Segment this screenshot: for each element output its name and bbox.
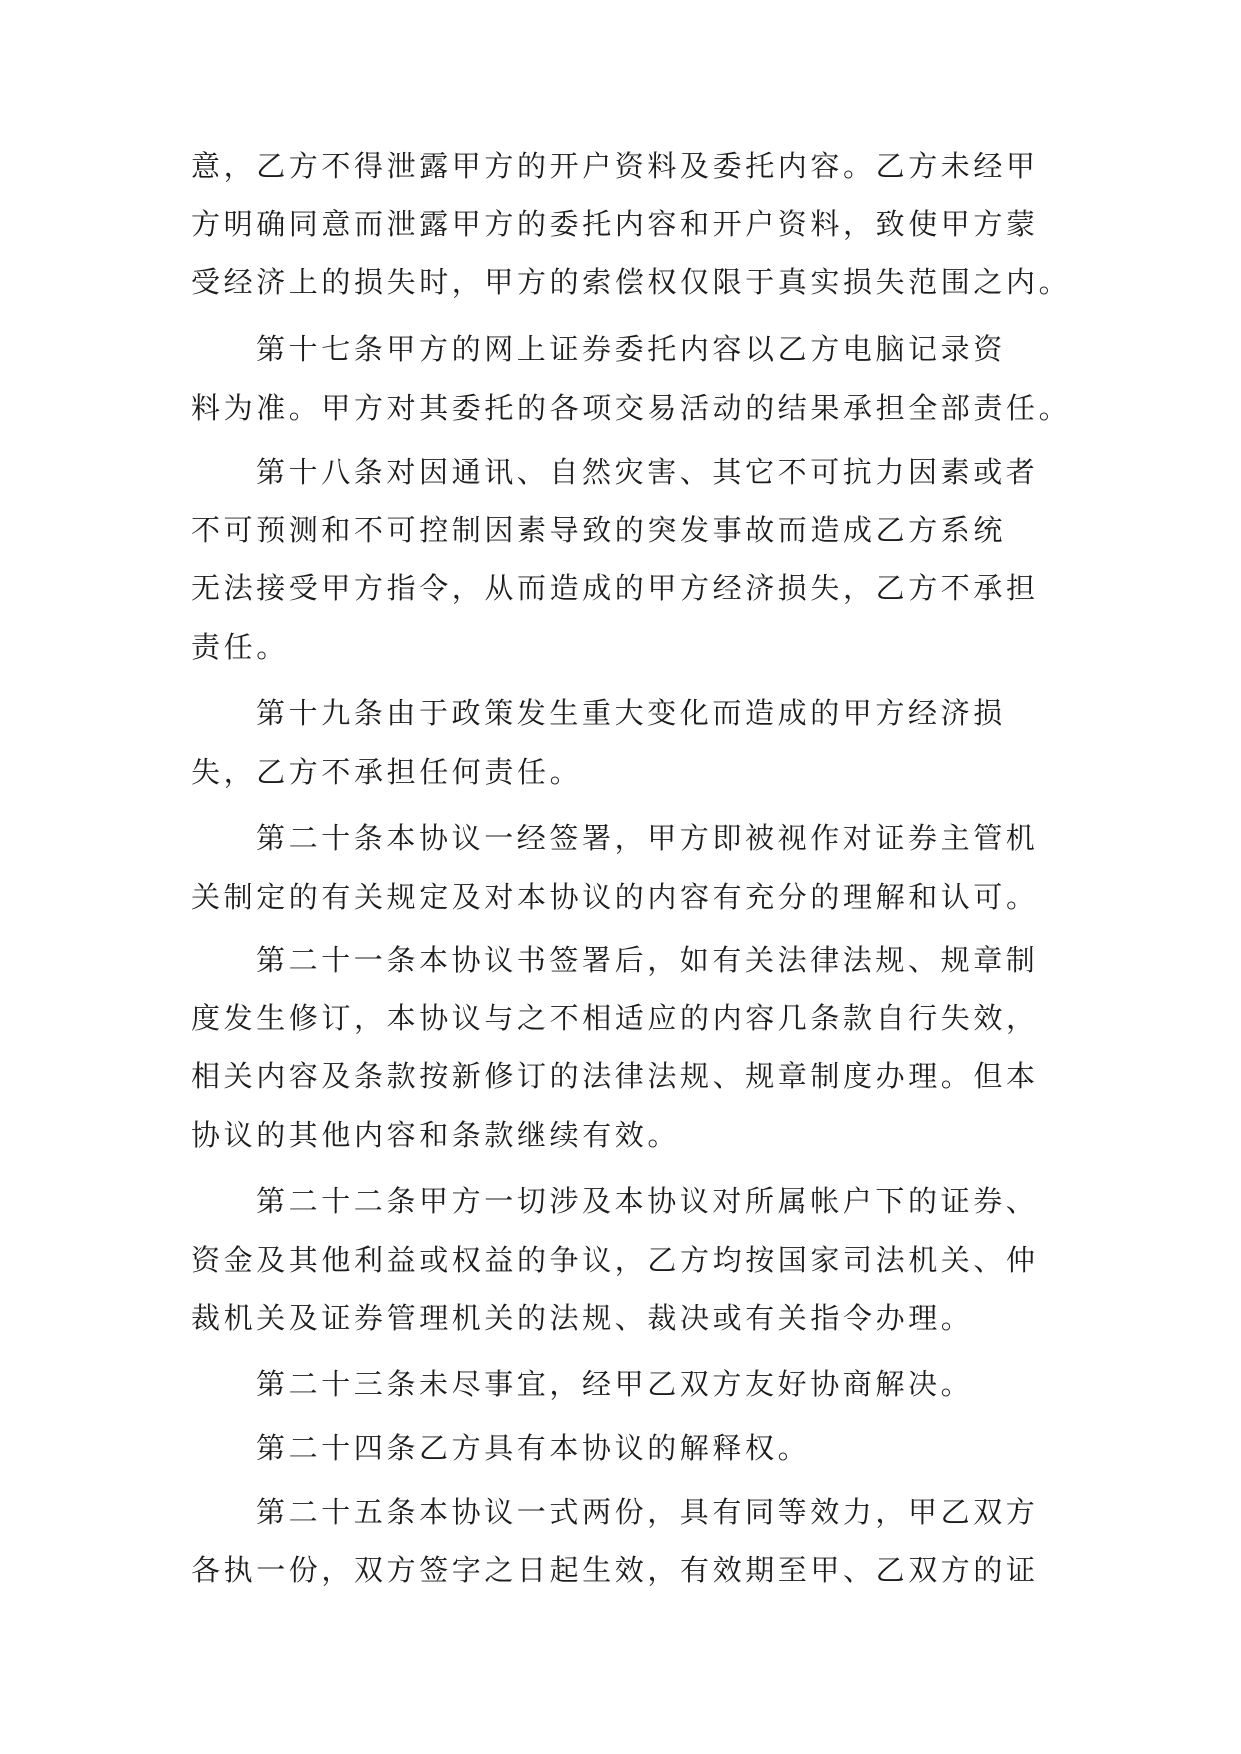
text-line: 不可预测和不可控制因素导致的突发事故而造成乙方系统: [191, 513, 1007, 547]
text-line: 失，乙方不承担任何责任。: [191, 755, 583, 789]
text-line: 第二十二条甲方一切涉及本协议对所属帐户下的证券、: [256, 1184, 1039, 1218]
text-line: 协议的其他内容和条款继续有效。: [191, 1118, 681, 1152]
text-line: 无法接受甲方指令，从而造成的甲方经济损失，乙方不承担: [191, 571, 1039, 605]
text-line: 相关内容及条款按新修订的法律法规、规章制度办理。但本: [191, 1059, 1039, 1093]
text-line: 各执一份，双方签字之日起生效，有效期至甲、乙双方的证: [191, 1553, 1039, 1587]
text-line: 方明确同意而泄露甲方的委托内容和开户资料，致使甲方蒙: [191, 207, 1039, 241]
text-line: 受经济上的损失时，甲方的索偿权仅限于真实损失范围之内。: [191, 265, 1072, 299]
text-line: 度发生修订，本协议与之不相适应的内容几条款自行失效，: [191, 1001, 1039, 1035]
text-line: 第二十一条本协议书签署后，如有关法律法规、规章制: [256, 943, 1039, 977]
text-line: 第二十五条本协议一式两份，具有同等效力，甲乙双方: [256, 1495, 1039, 1529]
text-line: 关制定的有关规定及对本协议的内容有充分的理解和认可。: [191, 880, 1039, 914]
text-line: 第二十条本协议一经签署，甲方即被视作对证券主管机: [256, 821, 1039, 855]
text-line: 意，乙方不得泄露甲方的开户资料及委托内容。乙方未经甲: [191, 149, 1039, 183]
text-line: 第二十三条未尽事宜，经甲乙双方友好协商解决。: [256, 1367, 974, 1401]
text-line: 责任。: [191, 630, 289, 664]
text-line: 第二十四条乙方具有本协议的解释权。: [256, 1431, 811, 1465]
text-line: 料为准。甲方对其委托的各项交易活动的结果承担全部责任。: [191, 391, 1072, 425]
text-line: 第十七条甲方的网上证券委托内容以乙方电脑记录资: [256, 332, 1006, 366]
text-line: 资金及其他利益或权益的争议，乙方均按国家司法机关、仲: [191, 1243, 1039, 1277]
text-line: 第十八条对因通讯、自然灾害、其它不可抗力因素或者: [256, 455, 1039, 489]
text-line: 裁机关及证券管理机关的法规、裁决或有关指令办理。: [191, 1301, 974, 1335]
text-line: 第十九条由于政策发生重大变化而造成的甲方经济损: [256, 696, 1006, 730]
